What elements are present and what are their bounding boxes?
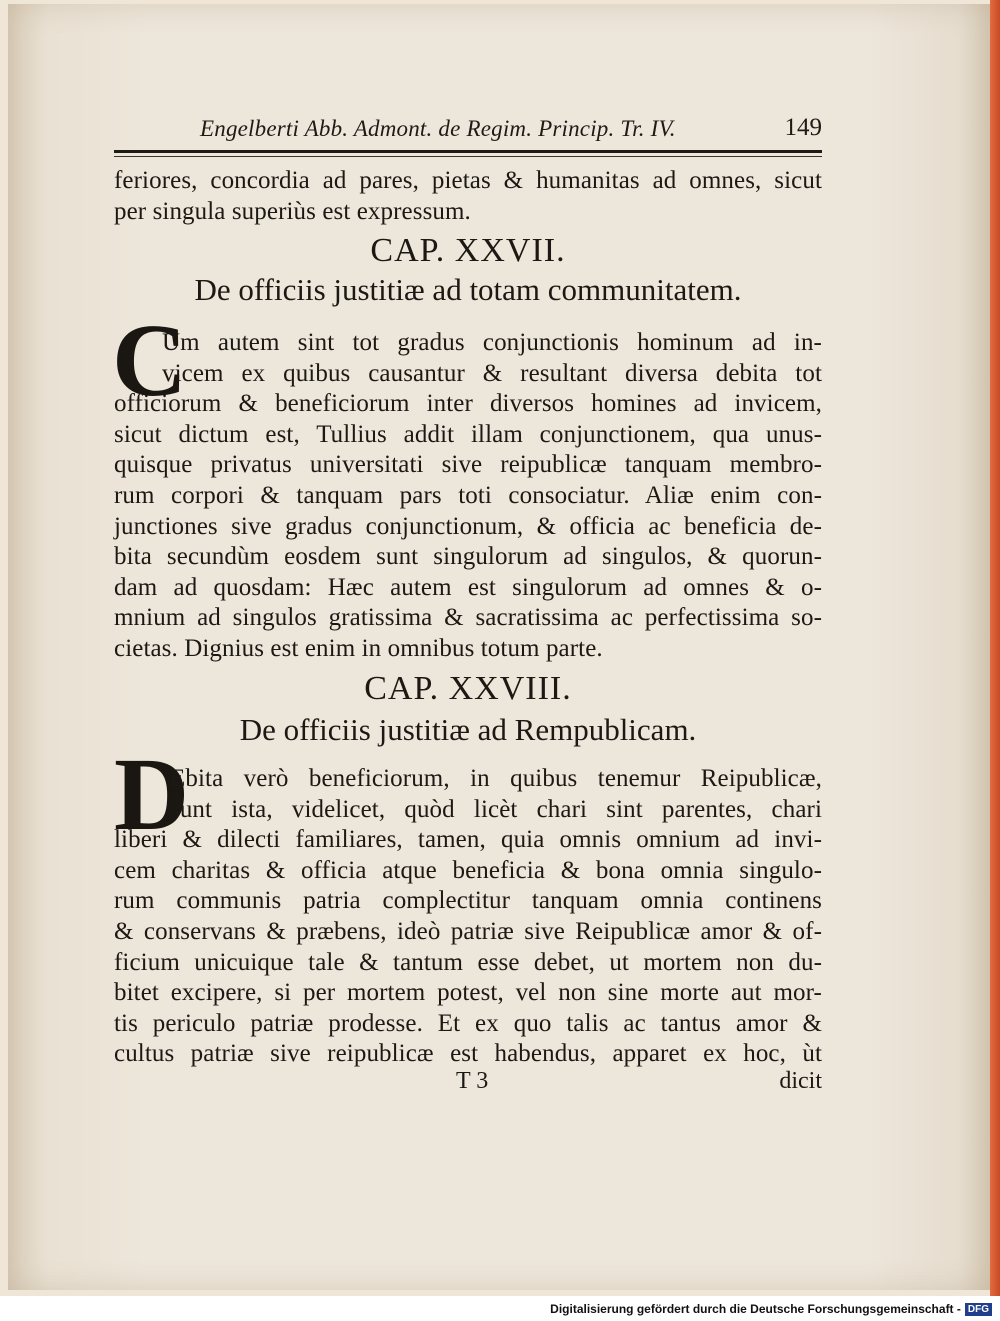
chapter-heading: CAP. XXVII. (370, 232, 566, 269)
text-line: ficium unicuique tale & tantum esse debet, ut mortem non du- (114, 948, 822, 976)
text-line: mnium ad singulos gratissima & sacratissima ac perfectissima so- (114, 604, 822, 632)
text-line: cem charitas & officia atque beneficia & bona omnia singulo- (114, 856, 822, 884)
drop-capital: D (114, 737, 190, 852)
credit-text: Digitalisierung gefördert durch die Deutsche Forschungsgemeinschaft - (550, 1302, 961, 1316)
signature-mark: T 3 (456, 1068, 489, 1094)
text-line: junctiones sive gradus conjunctionum, & officia ac beneficia de- (114, 512, 822, 540)
digitization-credit (0, 1302, 992, 1316)
chapter-heading: CAP. XXVIII. (364, 670, 572, 707)
text-line: quisque privatus universitati sive reipublicæ tanquam membro- (114, 451, 822, 479)
text-line: bitet excipere, si per mortem potest, vel non sine morte aut mor- (114, 979, 822, 1007)
text-line: cietas. Dignius est enim in omnibus totum parte. (114, 634, 603, 662)
page-edge (990, 0, 1000, 1296)
text-line: cultus patriæ sive reipublicæ est habendus, apparet ex hoc, ùt (114, 1040, 822, 1068)
text-line: bita secundùm eosdem sunt singulorum ad singulos, & quorun- (114, 543, 822, 571)
drop-capital: C (112, 303, 188, 418)
text-line: feriores, concordia ad pares, pietas & humanitas ad omnes, sicut (114, 167, 822, 194)
header-rule-thin (114, 156, 822, 157)
running-header (112, 112, 822, 152)
dfg-logo: DFG (965, 1303, 992, 1316)
chapter-body (114, 764, 822, 1070)
text-line: per singula superiùs est expressum. (114, 197, 471, 225)
signature-line (114, 1068, 822, 1098)
text-line: vicem ex quibus causantur & resultant diversa debita tot (162, 359, 822, 387)
text-line: officiorum & beneficiorum inter diversos homines ad invicem, (114, 390, 822, 418)
intro-text (114, 166, 822, 227)
text-line: & conservans & præbens, ideò patriæ sive Reipublicæ amor & of- (114, 917, 822, 945)
chapter-title: De officiis justitiæ ad totam communitatem. (194, 272, 742, 307)
text-line: liberi & dilecti familiares, tamen, quia omnis omnium ad invi- (114, 826, 822, 854)
catchword: dicit (779, 1068, 822, 1094)
running-title: Engelberti Abb. Admont. de Regim. Princip. Tr. IV. (200, 116, 676, 141)
text-line: rum communis patria complectitur tanquam omnia continens (114, 887, 822, 915)
chapter-title: De officiis justitiæ ad Rempublicam. (239, 712, 697, 747)
text-line: sunt ista, videlicet, quòd licèt chari sint parentes, chari (170, 795, 822, 823)
text-line: rum corpori & tanquam pars toti consociatur. Aliæ enim con- (114, 481, 822, 509)
chapter-body (114, 328, 822, 665)
text-line: tis periculo patriæ prodesse. Et ex quo talis ac tantus amor & (114, 1009, 822, 1037)
text-line: dam ad quosdam: Hæc autem est singulorum ad omnes & o- (114, 573, 822, 601)
page-number: 149 (784, 114, 822, 141)
text-line: Ebita verò beneficiorum, in quibus tenemur Reipublicæ, (170, 765, 822, 792)
header-rule (114, 150, 822, 153)
text-line: Um autem sint tot gradus conjunctionis hominum ad in- (162, 329, 822, 356)
text-line: sicut dictum est, Tullius addit illam conjunctionem, qua unus- (114, 420, 822, 448)
